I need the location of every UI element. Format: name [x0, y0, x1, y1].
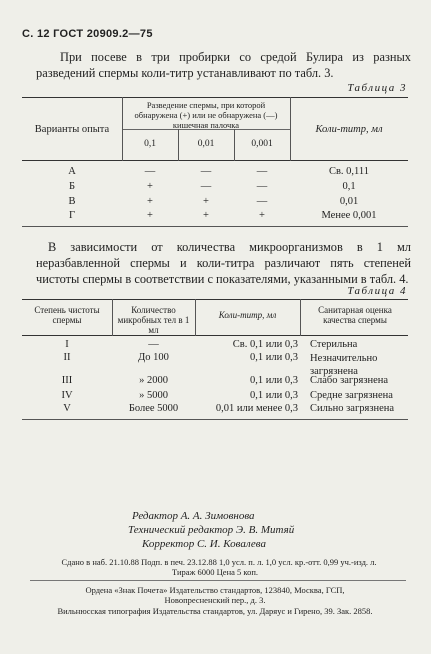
table-4-caption: Таблица 4 — [347, 285, 407, 297]
t4-eval: Слабо загрязнена — [310, 375, 389, 386]
t4-eval: Стерильна — [310, 339, 358, 350]
t4-degree: II — [63, 352, 71, 363]
t3-cell: — — [256, 181, 268, 192]
t3-sub-col-1: 0,1 — [144, 139, 156, 149]
t3-variant: В — [68, 196, 76, 207]
imprint-line-3: Ордена «Знак Почета» Издательство стандартов, 123840, Москва, ГСП, — [85, 585, 345, 595]
t3-titr: 0,01 — [339, 196, 359, 207]
t4-count: Более 5000 — [128, 403, 179, 414]
imprint-corrector: Корректор С. И. Ковалева — [142, 538, 266, 550]
t4-col-degree: Степень чистоты спермы — [34, 305, 100, 325]
t3-cell: — — [144, 166, 156, 177]
t4-degree: III — [61, 375, 73, 386]
t4-titr: 0,1 или 0,3 — [250, 352, 298, 363]
t4-titr: Св. 0,1 или 0,3 — [232, 339, 298, 350]
t4-col-eval: Санитарная оценка качества спермы — [318, 305, 392, 325]
t3-cell: + — [203, 210, 209, 221]
t3-cell: — — [256, 196, 268, 207]
imprint-line-4: Новопресненский пер., д. 3. — [164, 595, 266, 605]
paragraph-1: При посеве в три пробирки со средой Булира из разных разведений спермы коли-титр устанавливают по табл. 3. — [36, 50, 411, 80]
t3-col-titr: Коли-титр, мл — [315, 124, 383, 135]
t3-cell: + — [203, 196, 209, 207]
t4-degree: I — [65, 339, 69, 350]
t4-eval: Незначительно загрязнена — [310, 353, 378, 377]
t3-cell: + — [147, 210, 153, 221]
t4-titr: 0,01 или менее 0,3 — [215, 403, 298, 414]
t4-eval: Сильно загрязнена — [310, 403, 395, 414]
imprint-line-1: Сдано в наб. 21.10.88 Подп. в печ. 23.12.88 1,0 усл. п. л. 1,0 усл. кр.-отт. 0,99 уч.-изд. л. — [61, 557, 377, 567]
t4-count: — — [148, 339, 159, 350]
t3-col-group: Разведение спермы, при которой обнаружена (+) или не обнаружена (—) кишечная палочка — [134, 100, 278, 130]
t3-cell: — — [256, 166, 268, 177]
imprint-editor: Редактор А. А. Зимовнова — [132, 510, 255, 522]
t3-variant: А — [68, 166, 76, 177]
t3-titr: 0,1 — [342, 181, 356, 192]
t3-cell: + — [147, 181, 153, 192]
t3-titr: Св. 0,111 — [328, 166, 370, 177]
t3-titr: Менее 0,001 — [321, 210, 377, 221]
paragraph-2: В зависимости от количества микроорганизмов в 1 мл неразбавленной спермы и коли-титра различают пять степеней чистоты спермы в соответствии с показателями, указанными в табл. 4. — [36, 240, 411, 286]
t3-sub-col-2: 0,01 — [197, 139, 215, 149]
t4-count: » 5000 — [139, 390, 168, 401]
t3-variant: Г — [68, 210, 76, 221]
t4-count: » 2000 — [139, 375, 168, 386]
table-3-caption: Таблица 3 — [347, 82, 407, 94]
t4-col-count: Количество микробных тел в 1 мл — [117, 305, 190, 335]
t3-cell: — — [200, 166, 212, 177]
imprint-tech-editor: Технический редактор Э. В. Митяй — [128, 524, 295, 536]
t4-degree: IV — [61, 390, 73, 401]
imprint-line-5: Вильнюсская типография Издательства стандартов, ул. Даряус и Гирено, 39. Зак. 2858. — [57, 606, 373, 616]
t4-titr: 0,1 или 0,3 — [250, 390, 298, 401]
t3-cell: + — [259, 210, 265, 221]
page-header: С. 12 ГОСТ 20909.2—75 — [22, 28, 153, 40]
t3-cell: + — [147, 196, 153, 207]
t3-sub-col-3: 0,001 — [251, 139, 273, 149]
t3-cell: — — [200, 181, 212, 192]
t4-degree: V — [63, 403, 71, 414]
t3-col-variant: Варианты опыта — [34, 124, 110, 135]
t4-titr: 0,1 или 0,3 — [250, 375, 298, 386]
t3-variant: Б — [68, 181, 76, 192]
t4-count: До 100 — [138, 352, 169, 363]
imprint-line-2: Тираж 6000 Цена 5 коп. — [171, 567, 259, 577]
t4-eval: Средне загрязнена — [310, 390, 393, 401]
t4-col-titr: Коли-титр, мл — [218, 310, 277, 320]
